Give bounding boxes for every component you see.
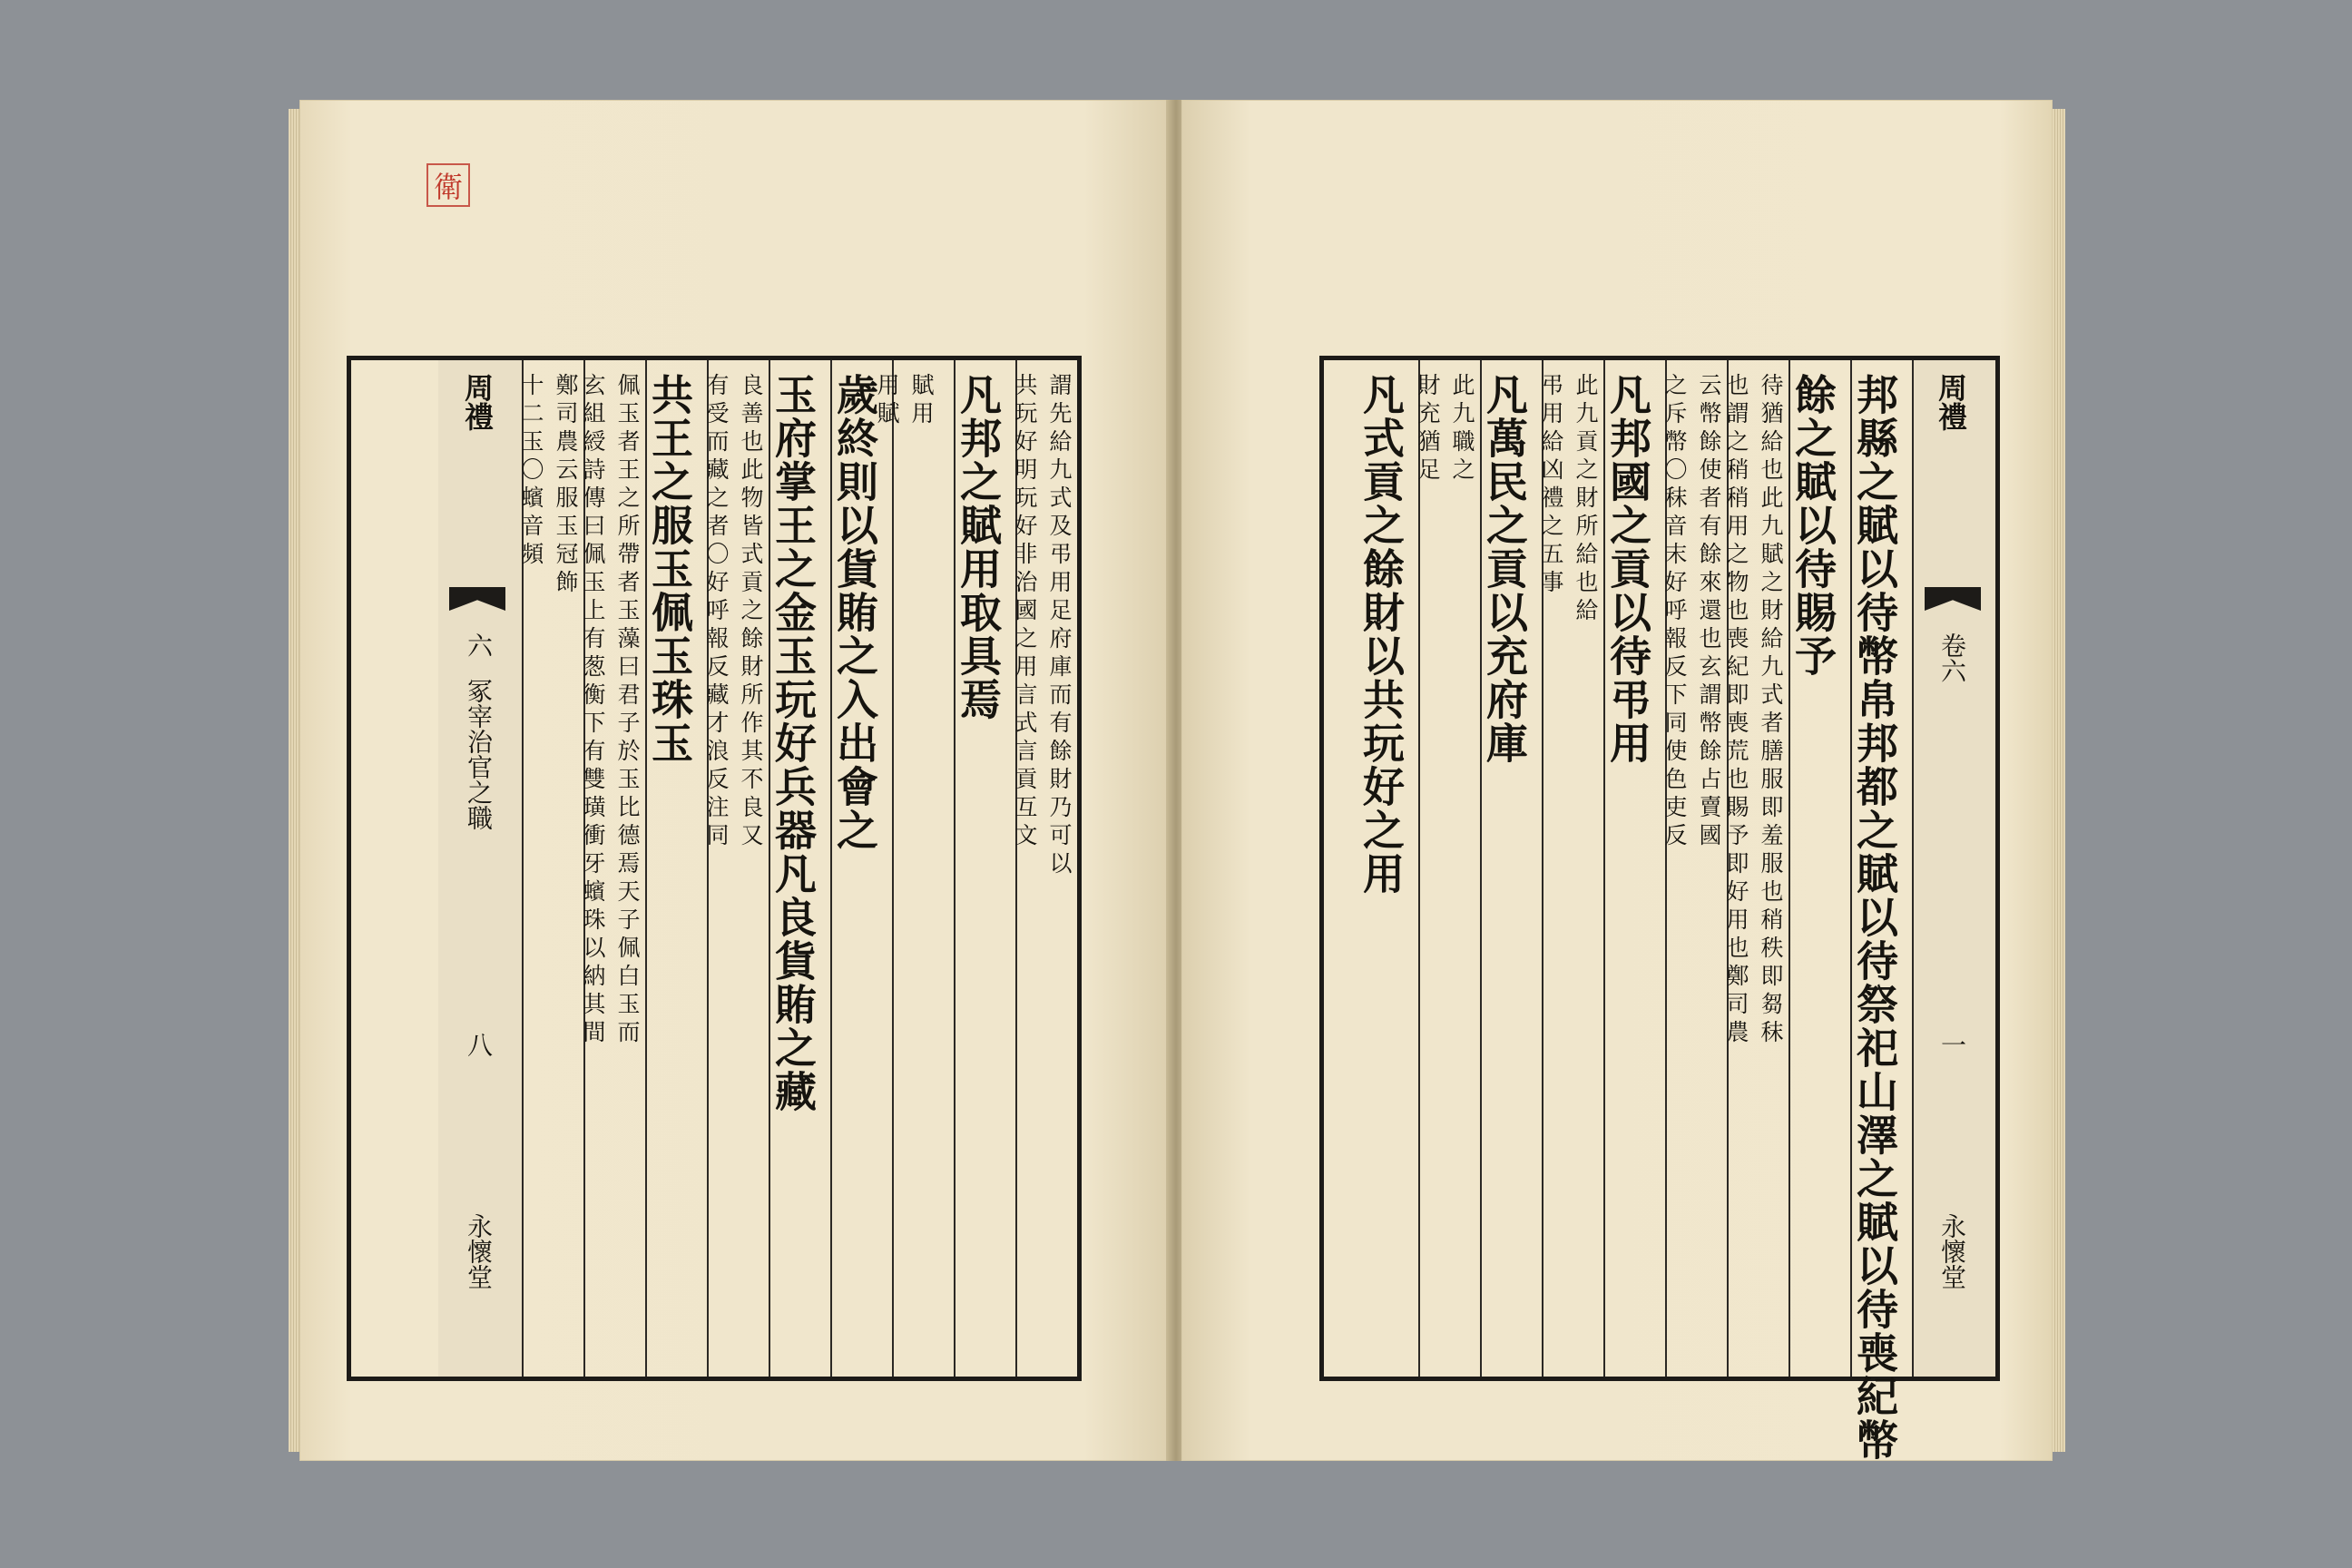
book-title: 周禮 [1934, 373, 1968, 431]
page-number: 八 [464, 1032, 494, 1057]
text-column: 此九職之 財充猶足 [1418, 360, 1480, 1377]
text-column: 鄭司農云服玉冠飾 十二玉〇蠙音頻 [522, 360, 583, 1377]
text-column: 待猶給也此九賦之財給九式者膳服即羞服也稍秩即芻秣 也謂之稍稍用之物也喪紀即喪荒也賜予即好用也鄭司農 [1727, 360, 1788, 1377]
chapter-title: 冢宰治官之職 [464, 678, 494, 830]
text-column: 共王之服玉佩玉珠玉 [645, 360, 707, 1377]
text-column: 玉府掌王之金玉玩好兵器凡良貨賄之藏 [769, 360, 830, 1377]
page-number: 一 [1937, 1032, 1967, 1057]
text-column: 歲終則以貨賄之入出會之 [830, 360, 892, 1377]
juan-number: 六 [464, 632, 494, 658]
text-column: 云幣餘使者有餘來還也玄謂幣餘占賣國 之斥幣〇秣音末好呼報反下同使色吏反 [1665, 360, 1727, 1377]
left-page [299, 100, 1171, 1461]
publisher-name: 永懷堂 [464, 1213, 494, 1289]
text-column: 賦用 用賦 [892, 360, 954, 1377]
text-column: 此九貢之財所給也給 弔用給凶禮之五事 [1542, 360, 1603, 1377]
left-page-frame [347, 356, 1082, 1381]
text-column: 謂先給九式及弔用足府庫而有餘財乃可以 共玩好明玩好非治國之用言式言貢互文 [1015, 360, 1077, 1377]
text-column: 餘之賦以待賜予 [1788, 360, 1850, 1377]
juan-number: 卷六 [1937, 632, 1967, 683]
text-column: 凡萬民之貢以充府庫 [1480, 360, 1542, 1377]
text-column: 邦縣之賦以待幣帛邦都之賦以待祭祀山澤之賦以待喪紀幣 [1850, 360, 1912, 1377]
right-page [1181, 100, 2053, 1461]
text-column: 凡式貢之餘財以共玩好之用 [1357, 373, 1406, 896]
banxin-center-column [438, 360, 522, 1377]
publisher-name: 永懷堂 [1937, 1213, 1967, 1289]
collector-seal-stamp: 衛 [426, 163, 470, 207]
right-page-frame [1319, 356, 2000, 1462]
open-book [299, 100, 2053, 1461]
banxin-center-column [1912, 360, 1995, 1377]
text-column: 佩玉者王之所帶者玉藻曰君子於玉比德焉天子佩白玉而 玄組綬詩傳曰佩玉上有葱衡下有雙璜衝牙蠙珠以納其間 [583, 360, 645, 1377]
text-column: 凡邦國之貢以待弔用 [1603, 360, 1665, 1377]
text-column: 凡邦之賦用取具焉 [954, 360, 1015, 1377]
text-column: 良善也此物皆式貢之餘財所作其不良又 有受而藏之者〇好呼報反藏才浪反注同 [707, 360, 769, 1377]
book-title: 周禮 [460, 373, 495, 431]
